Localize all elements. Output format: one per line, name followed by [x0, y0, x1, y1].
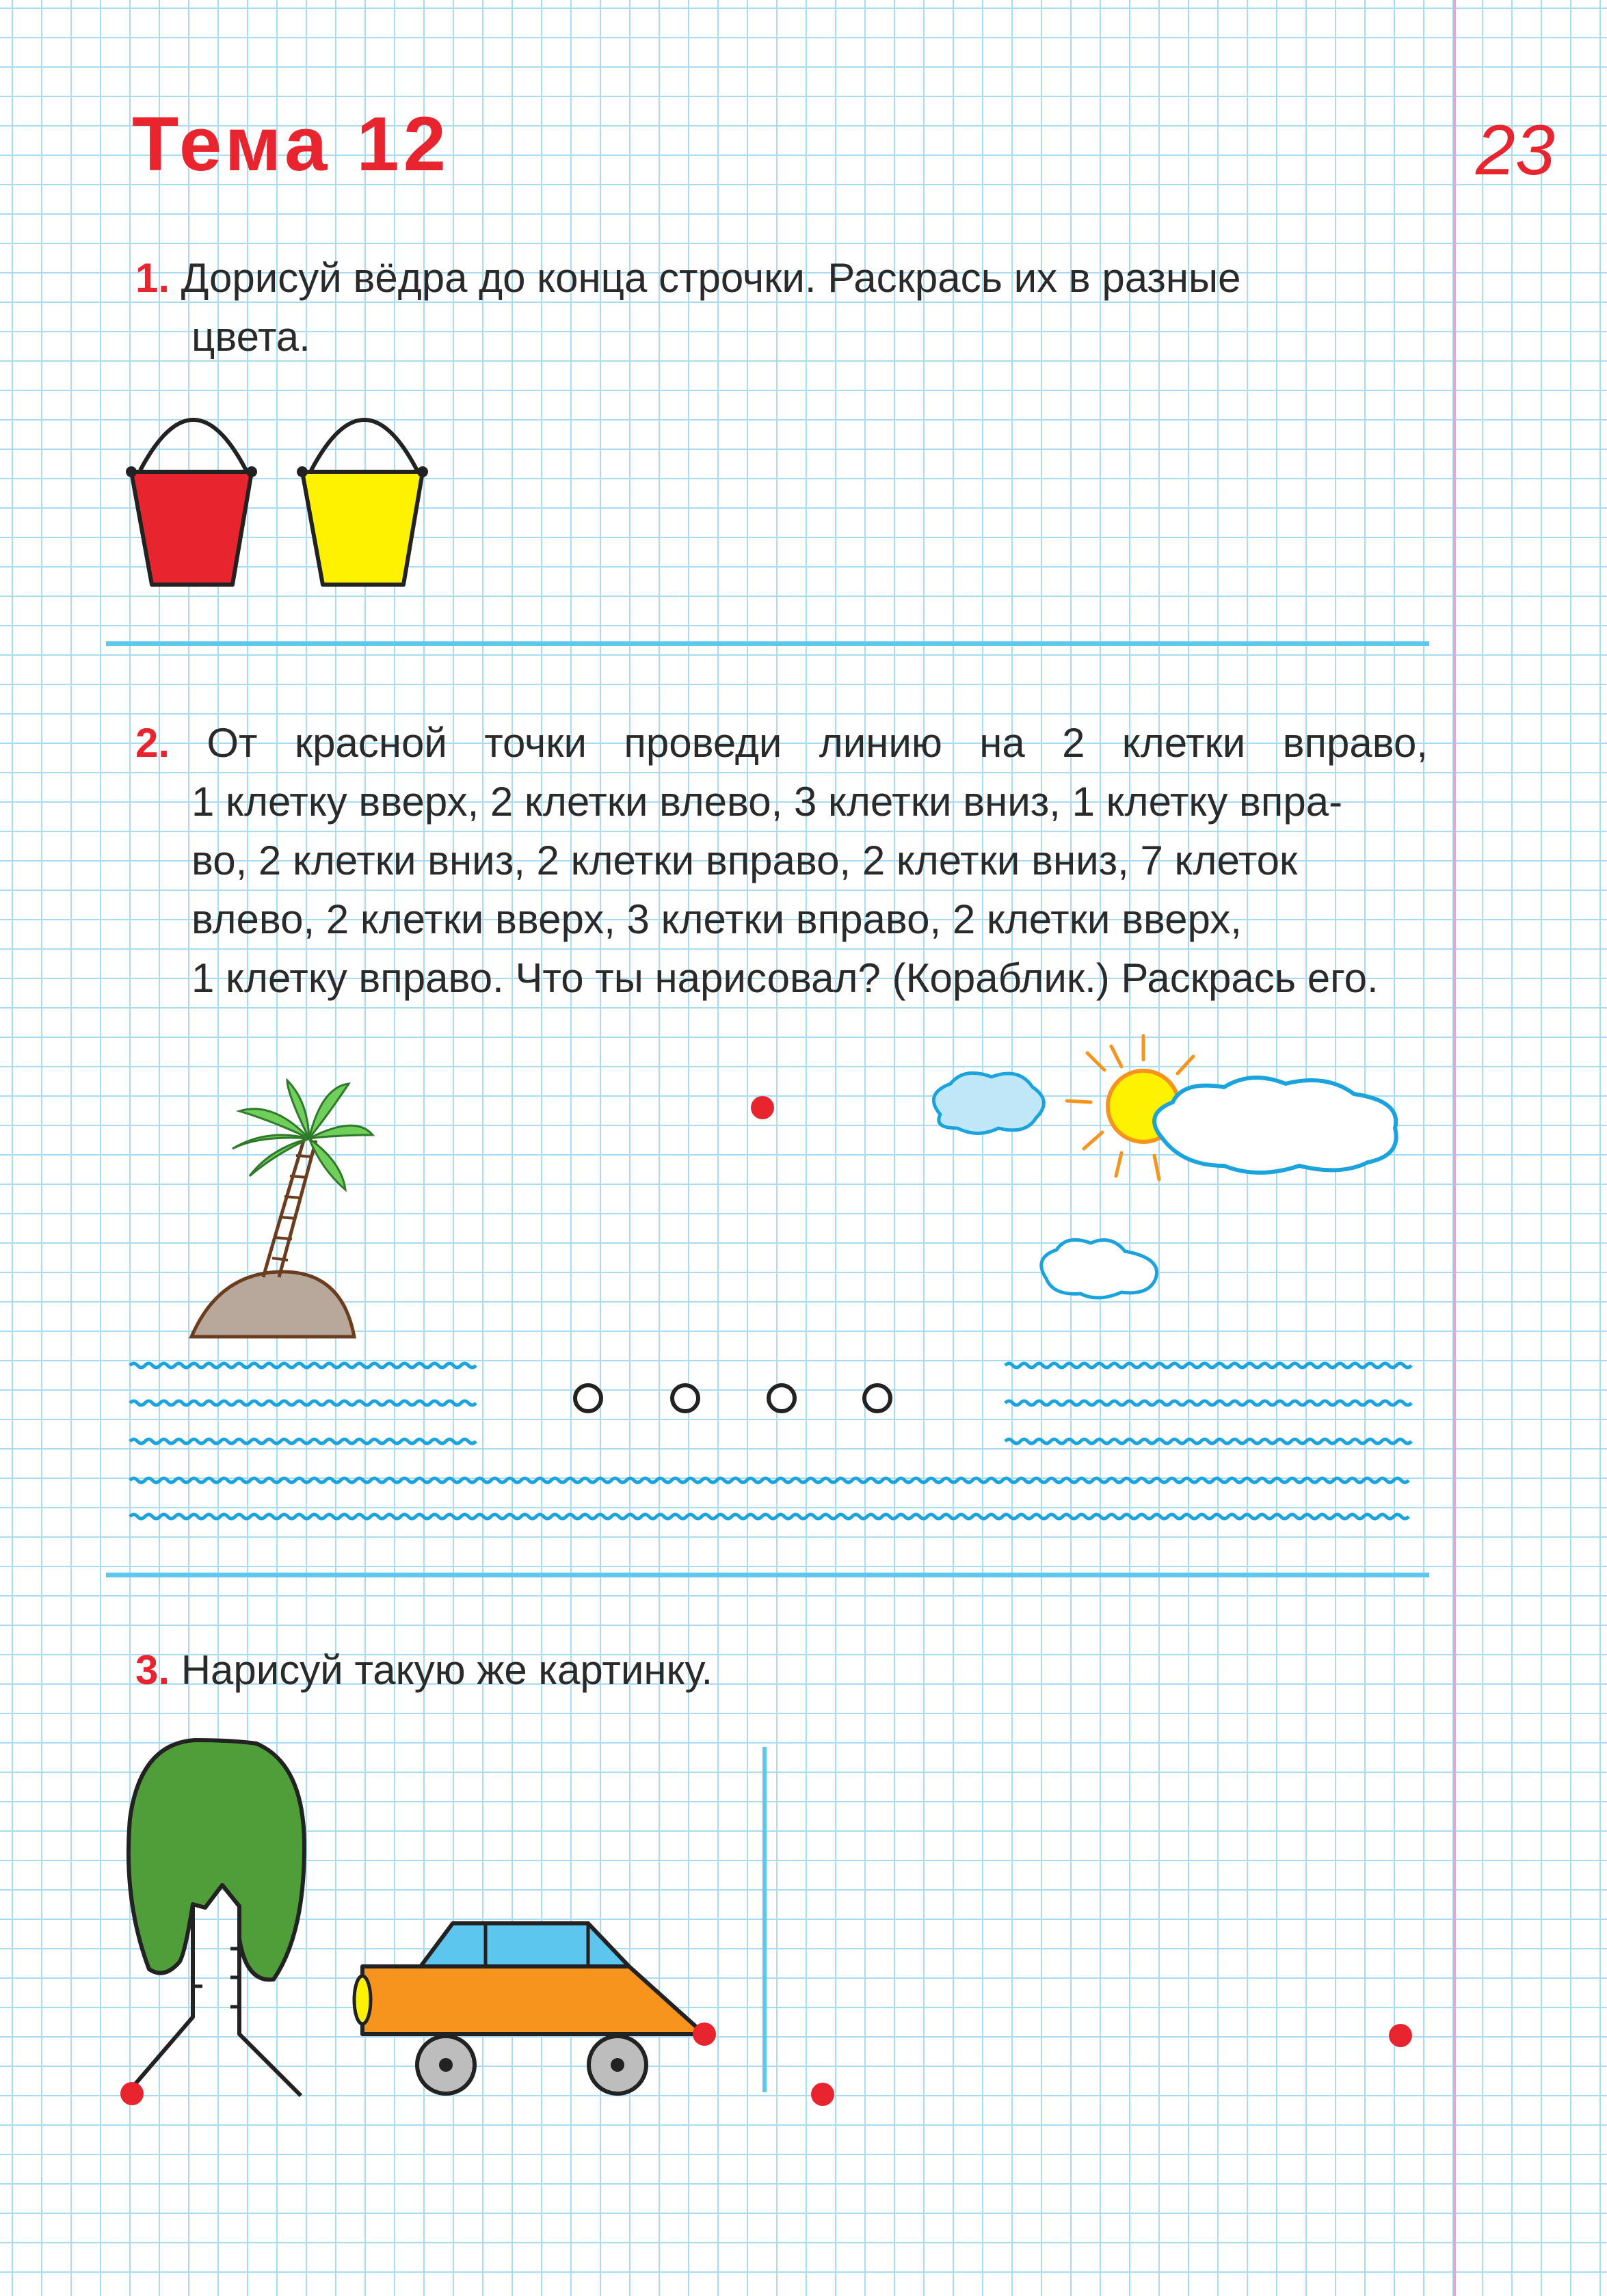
cloud-icon [1041, 1240, 1157, 1298]
palm-island-icon [191, 1080, 373, 1337]
car-icon [354, 1923, 704, 2094]
task-2-line-3: во, 2 клетки вниз, 2 клетки вправо, 2 клетки вниз, 7 клеток [191, 838, 1298, 883]
cloud-icon [933, 1073, 1044, 1133]
bucket-icon [126, 420, 257, 585]
task-3-number: 3. [135, 1647, 170, 1693]
task-3-line-1: Нарисуй такую же картинку. [181, 1647, 713, 1693]
wave-icon [130, 1401, 476, 1405]
red-dot-icon [751, 1096, 774, 1119]
red-dot-icon [1389, 2024, 1412, 2047]
wave-icon [1005, 1439, 1411, 1443]
wave-icon [1005, 1401, 1411, 1405]
red-dot-icon [693, 2023, 716, 2046]
page-title: Тема 12 [132, 101, 451, 187]
wave-icon [130, 1514, 1409, 1519]
wave-icon [130, 1478, 1409, 1482]
water-waves [130, 1363, 1411, 1519]
tree-icon [129, 1740, 304, 2096]
page-number: 23 [1476, 111, 1555, 190]
wave-icon [1005, 1363, 1411, 1367]
bucket-icon [297, 420, 428, 585]
wave-icon [130, 1363, 476, 1367]
task-2-number: 2. [135, 720, 170, 766]
task-2-line-5: 1 клетку вправо. Что ты нарисовал? (Кораблик.) Раскрась его. [191, 955, 1379, 1001]
task-2-line-1: От красной точки проведи линию на 2 клетки вправо, [207, 720, 1428, 766]
task-1-line-2: цвета. [191, 314, 310, 360]
porthole-icon [575, 1385, 890, 1411]
red-dot-icon [811, 2083, 834, 2106]
wave-icon [130, 1439, 476, 1443]
task-1-number: 1. [135, 255, 170, 301]
cloud-icon [1154, 1078, 1396, 1173]
task-2-line-4: влево, 2 клетки вверх, 3 клетки вправо, 2 клетки вверх, [191, 896, 1242, 942]
task-2-line-2: 1 клетку вверх, 2 клетки влево, 3 клетки вниз, 1 клетку впра- [191, 779, 1343, 825]
task-1-line-1: Дорисуй вёдра до конца строчки. Раскрась их в разные [181, 255, 1241, 301]
red-dot-icon [120, 2082, 144, 2105]
